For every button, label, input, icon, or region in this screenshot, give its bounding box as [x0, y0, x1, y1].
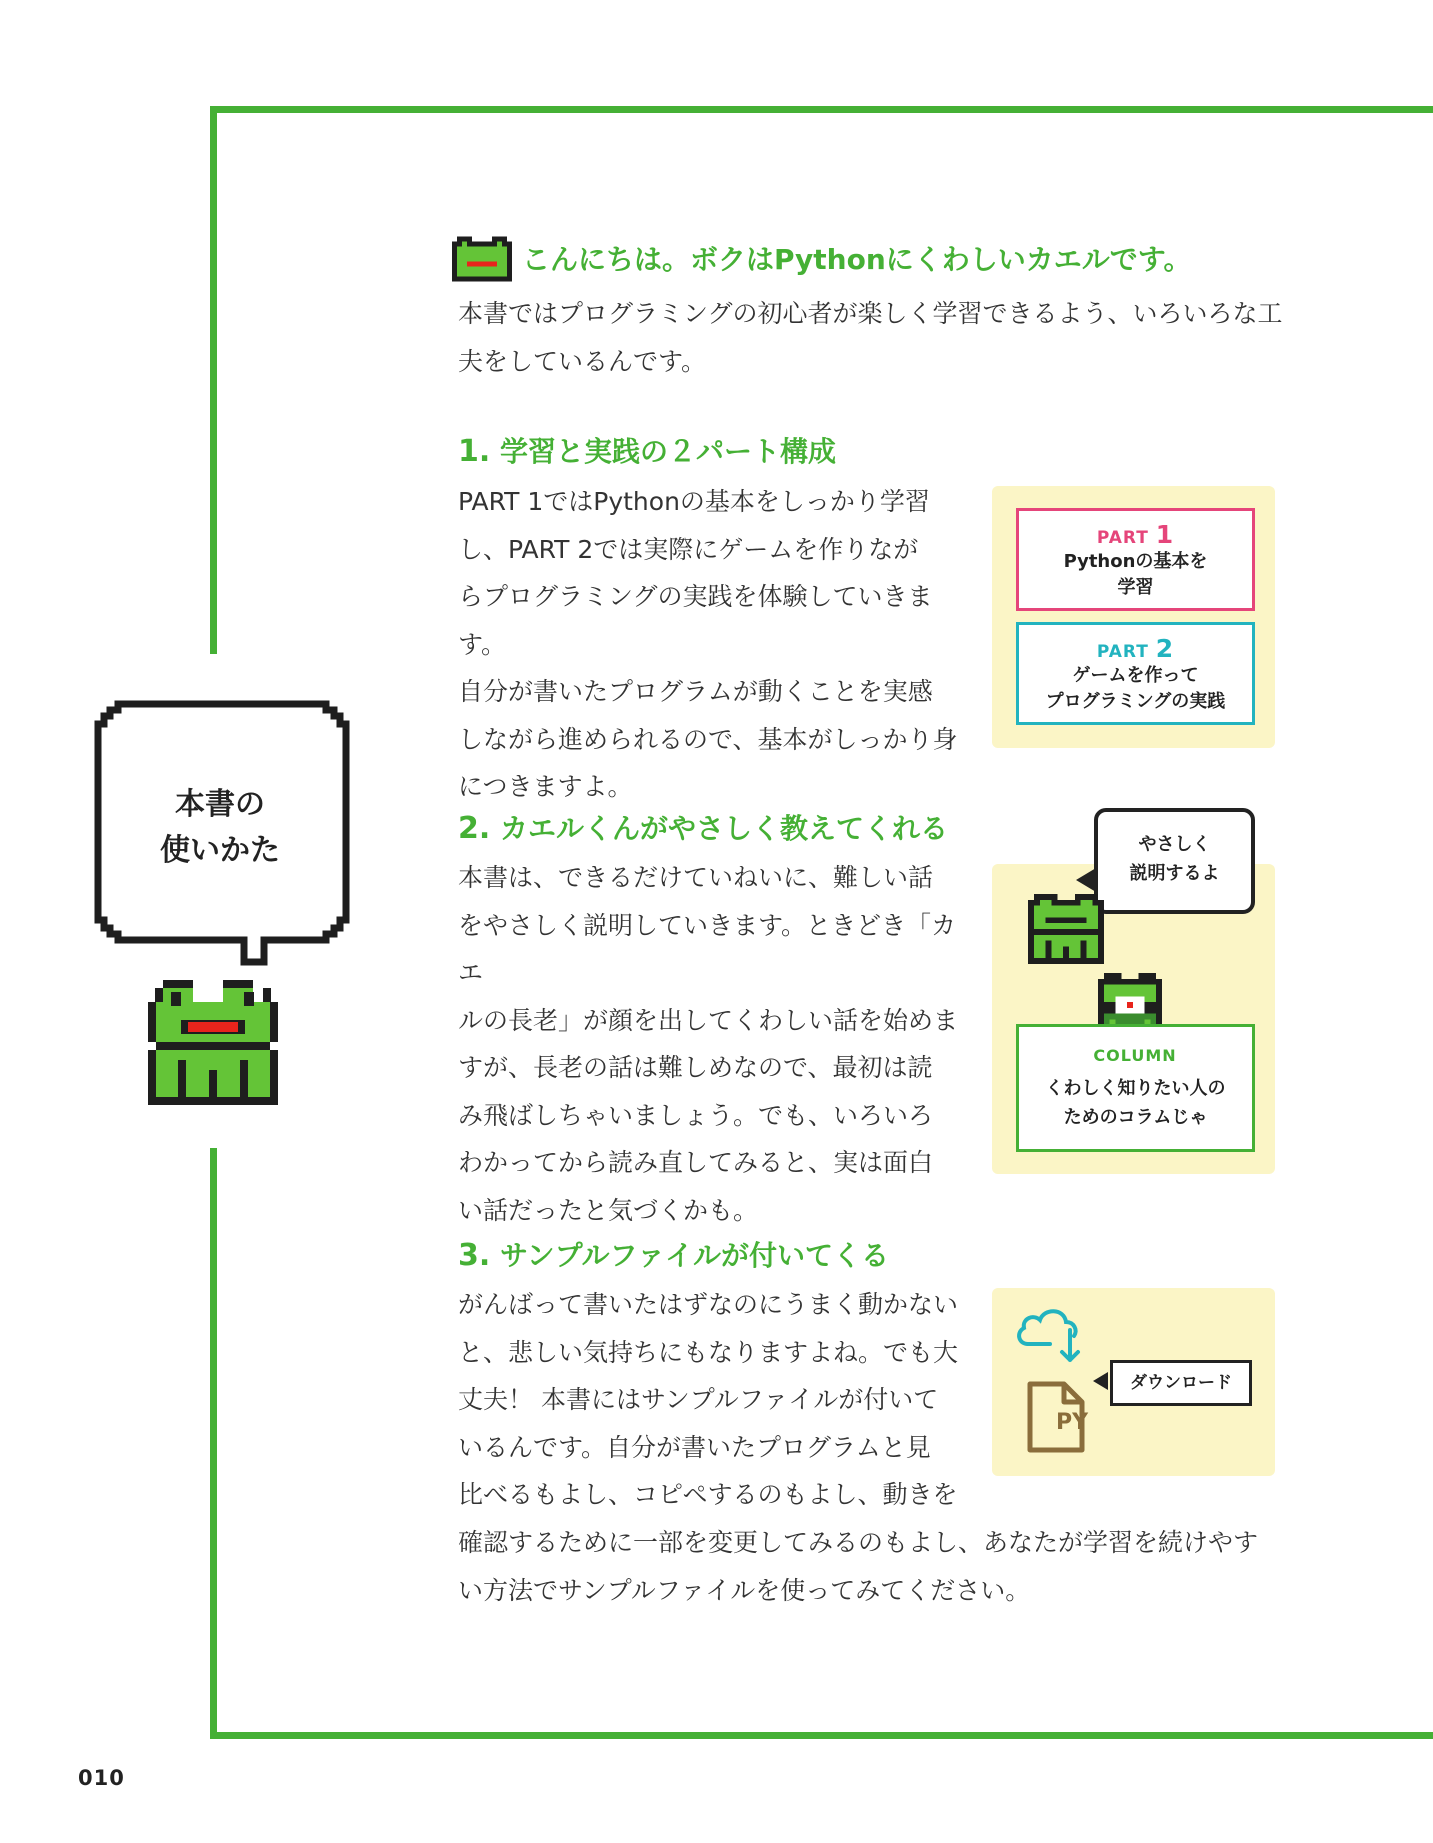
- text-line: ルの長老」が顔を出してくわしい話を始めま: [458, 1005, 959, 1035]
- page-number: 010: [78, 1766, 125, 1790]
- section-2-heading: [458, 807, 948, 847]
- text-line: と、悲しい気持ちにもなりますよね。でも大: [458, 1337, 959, 1367]
- section-number: 2.: [458, 811, 491, 846]
- sidebar-title: [94, 782, 346, 874]
- section-number: 1.: [458, 434, 491, 469]
- text-line: い方法でサンプルファイルを使ってみてください。: [458, 1575, 1031, 1605]
- part-1-desc: Pythonの基本を: [1063, 551, 1208, 572]
- intro-heading: こんにちは。ボクはPythonにくわしいカエルです。: [522, 243, 1192, 276]
- part-2-desc: プログラミングの実践: [1045, 691, 1226, 712]
- frame-bottom-border: [210, 1732, 1433, 1739]
- text-line: い話だったと気づくかも。: [458, 1195, 759, 1225]
- bubble-text: [1094, 830, 1255, 888]
- bubble-line: やさしく: [1138, 834, 1211, 855]
- column-desc-line: くわしく知りたい人の: [1045, 1078, 1226, 1099]
- text-line: らプログラミングの実践を体験していきます。: [458, 582, 933, 659]
- text-line: 丈夫！ 本書にはサンプルファイルが付いて: [458, 1385, 939, 1414]
- cloud-download-icon: [1014, 1304, 1086, 1366]
- column-desc: [1016, 1074, 1255, 1132]
- part-2-desc: ゲームを作って: [1072, 665, 1199, 686]
- section-2-paragraph: [458, 854, 970, 1234]
- text-line: につきますよ。: [458, 772, 633, 801]
- text-line: 確認するために一部を変更してみるのもよし、あなたが学習を続けやす: [458, 1528, 1259, 1557]
- text-line: しながら進められるので、基本がしっかり身: [458, 724, 958, 754]
- frame-left-border-upper: [210, 106, 217, 654]
- frog-mascot-icon: [148, 980, 278, 1105]
- section-3-paragraph-wide: [458, 1519, 1288, 1614]
- text-line: をやさしく説明していきます。ときどき「カエ: [458, 910, 957, 987]
- frame-left-border-lower: [210, 1148, 217, 1739]
- section-3-paragraph: [458, 1281, 970, 1519]
- section-title: カエルくんがやさしく教えてくれる: [500, 812, 949, 845]
- text-line: 比べるもよし、コピペするのもよし、動きを: [458, 1480, 958, 1509]
- sidebar-title-line: 本書の: [175, 787, 265, 822]
- section-title: 学習と実践の２パート構成: [500, 435, 837, 468]
- part-1-label: PART 1: [1096, 520, 1175, 549]
- text-line: 自分が書いたプログラムが動くことを実感: [458, 677, 933, 706]
- small-frog-icon: [1028, 894, 1104, 964]
- bubble-tail: [1076, 868, 1096, 892]
- part-1-box: [1016, 508, 1255, 611]
- section-1-heading: [458, 430, 836, 470]
- text-line: すが、長老の話は難しめなので、最初は読: [458, 1053, 933, 1082]
- section-3-heading: [458, 1234, 889, 1274]
- part-1-desc: 学習: [1117, 577, 1154, 598]
- frame-top-border: [210, 106, 1433, 113]
- section-title: サンプルファイルが付いてくる: [500, 1239, 889, 1272]
- download-label-tail: [1093, 1372, 1108, 1390]
- text-line: し、PART 2では実際にゲームを作りなが: [458, 534, 919, 564]
- section-number: 3.: [458, 1238, 491, 1273]
- text-line: 夫をしているんです。: [458, 346, 707, 376]
- text-line: いるんです。自分が書いたプログラムと見: [458, 1432, 931, 1462]
- file-extension-label: PY: [1056, 1410, 1089, 1435]
- section-1-paragraph: [458, 478, 970, 811]
- intro-paragraph: [458, 290, 1288, 385]
- text-line: PART 1ではPythonの基本をしっかり学習: [458, 487, 930, 516]
- text-line: 本書は、できるだけていねいに、難しい話: [458, 863, 934, 892]
- sidebar-title-line: 使いかた: [160, 833, 280, 868]
- bubble-line: 説明するよ: [1129, 863, 1220, 884]
- part-2-box: [1016, 622, 1255, 725]
- text-line: わかってから読み直してみると、実は面白: [458, 1148, 934, 1177]
- column-desc-line: ためのコラムじゃ: [1063, 1107, 1208, 1128]
- column-label: COLUMN: [1090, 1046, 1180, 1065]
- text-line: 本書ではプログラミングの初心者が楽しく学習できるよう、いろいろな工: [458, 299, 1283, 328]
- text-line: み飛ばしちゃいましょう。でも、いろいろ: [458, 1100, 934, 1130]
- text-line: がんばって書いたはずなのにうまく動かない: [458, 1290, 959, 1319]
- frog-face-icon: [452, 236, 512, 282]
- part-2-label: PART 2: [1096, 634, 1175, 663]
- download-label: ダウンロード: [1110, 1360, 1252, 1406]
